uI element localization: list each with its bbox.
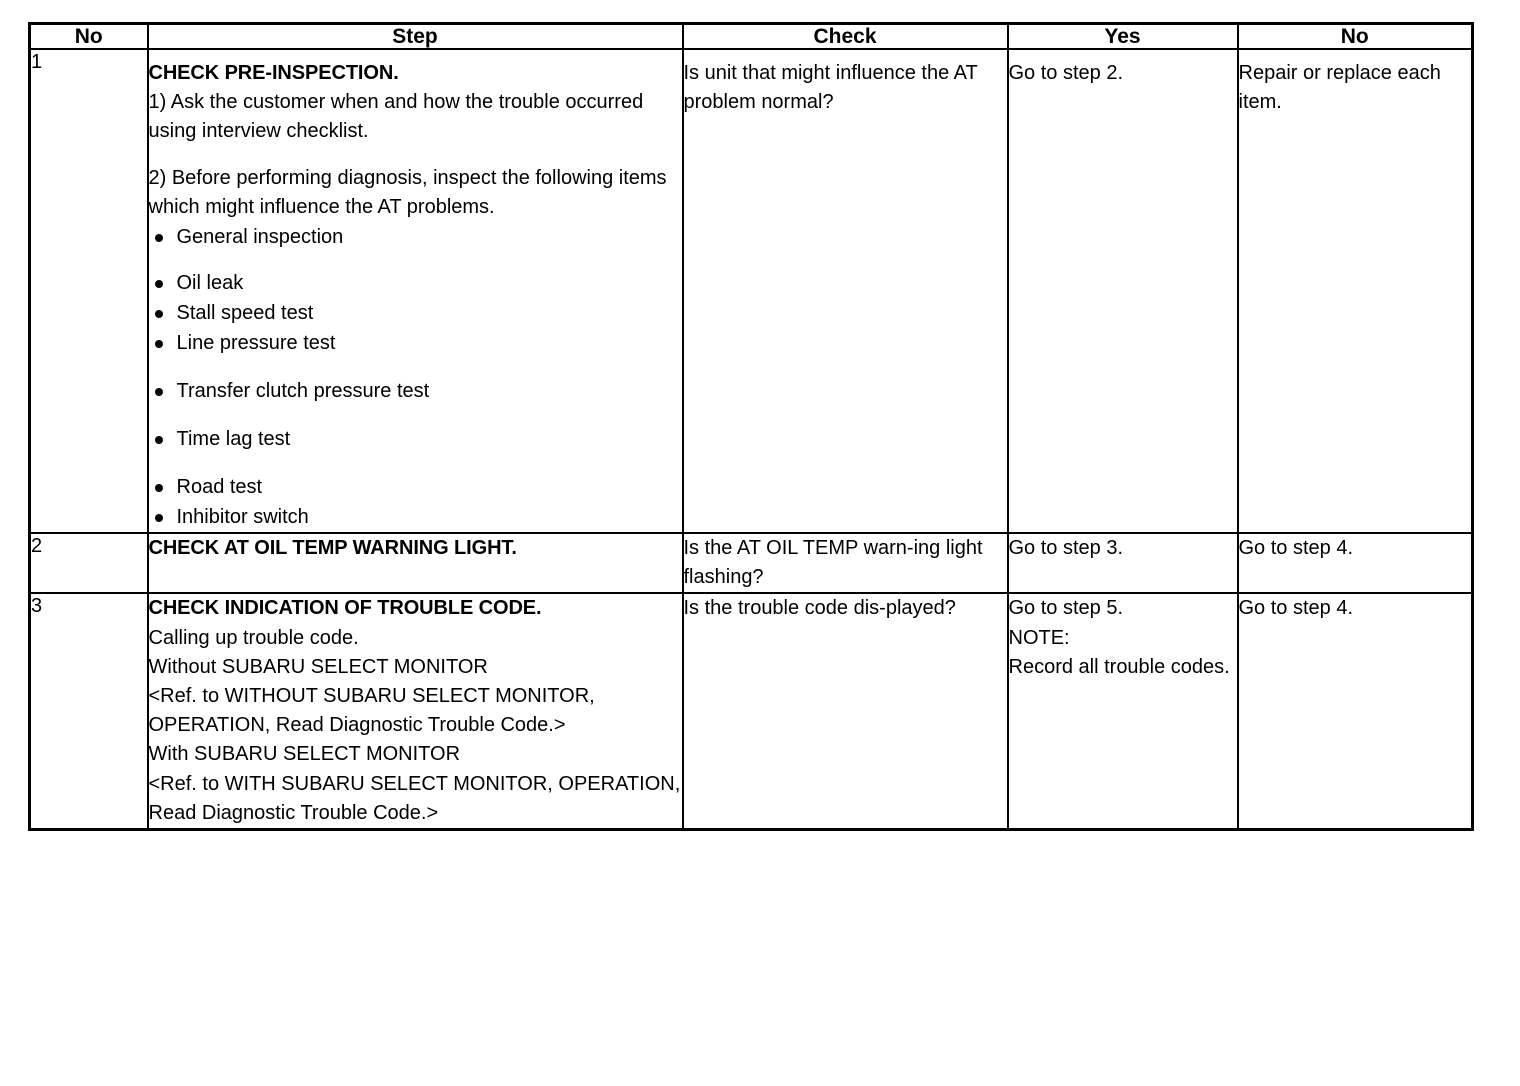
table-row	[30, 593, 1473, 829]
column-header-no: No	[1238, 24, 1473, 50]
step-line: Without SUBARU SELECT MONITOR	[148, 655, 488, 678]
step-title: CHECK INDICATION OF TROUBLE CODE.	[148, 597, 542, 620]
row-yes-cell: Go to step 2.	[1008, 49, 1238, 533]
diagnostic-table	[28, 22, 1474, 831]
step-reference: <Ref. to WITH SUBARU SELECT MONITOR, OPERATION, Read Diagnostic Trouble Code.>	[148, 772, 681, 824]
table-row	[30, 533, 1473, 593]
step-line: With SUBARU SELECT MONITOR	[148, 743, 461, 766]
yes-note-label: NOTE:	[1008, 626, 1070, 649]
column-header-no: No	[30, 24, 148, 50]
row-step-cell	[148, 593, 683, 829]
row-check-cell: Is the trouble code dis-played?	[683, 593, 1008, 829]
row-number: 2	[30, 533, 148, 593]
header-row	[30, 24, 1473, 50]
table-body	[30, 49, 1473, 829]
row-yes-cell: Go to step 3.	[1008, 533, 1238, 593]
row-step-cell	[148, 49, 683, 533]
row-no-cell: Repair or replace each item.	[1238, 49, 1473, 533]
step-paragraph-2: 2) Before performing diagnosis, inspect the following items which might influence the AT problems.	[148, 166, 667, 218]
row-check-cell: Is unit that might influence the AT problem normal?	[683, 49, 1008, 533]
yes-line: Go to step 5.	[1008, 597, 1124, 620]
row-yes-cell	[1008, 593, 1238, 829]
list-item: Inhibitor switch	[149, 502, 682, 532]
row-no-cell: Go to step 4.	[1238, 593, 1473, 829]
spacer	[149, 147, 682, 164]
list-item: General inspection	[149, 222, 682, 252]
table-header	[30, 24, 1473, 50]
list-item: Stall speed test	[149, 298, 682, 328]
row-number: 1	[30, 49, 148, 533]
list-item: Time lag test	[149, 424, 682, 454]
row-step-cell	[148, 533, 683, 593]
list-item: Line pressure test	[149, 328, 682, 358]
step-paragraph-1: 1) Ask the customer when and how the trouble occurred using interview checklist.	[148, 91, 644, 143]
row-check-cell: Is the AT OIL TEMP warn-ing light flashing?	[683, 533, 1008, 593]
column-header-check: Check	[683, 24, 1008, 50]
step-title: CHECK AT OIL TEMP WARNING LIGHT.	[148, 537, 517, 560]
step-title: CHECK PRE-INSPECTION.	[148, 62, 399, 85]
yes-note-text: Record all trouble codes.	[1008, 655, 1230, 678]
step-line: Calling up trouble code.	[148, 626, 359, 649]
inspection-items-list	[149, 222, 682, 532]
column-header-step: Step	[148, 24, 683, 50]
list-item: Road test	[149, 472, 682, 502]
table-row	[30, 49, 1473, 533]
step-reference: <Ref. to WITHOUT SUBARU SELECT MONITOR, OPERATION, Read Diagnostic Trouble Code.>	[148, 684, 595, 737]
list-item: Transfer clutch pressure test	[149, 376, 682, 406]
row-no-cell: Go to step 4.	[1238, 533, 1473, 593]
list-item: Oil leak	[149, 268, 682, 298]
row-number: 3	[30, 593, 148, 829]
column-header-yes: Yes	[1008, 24, 1238, 50]
